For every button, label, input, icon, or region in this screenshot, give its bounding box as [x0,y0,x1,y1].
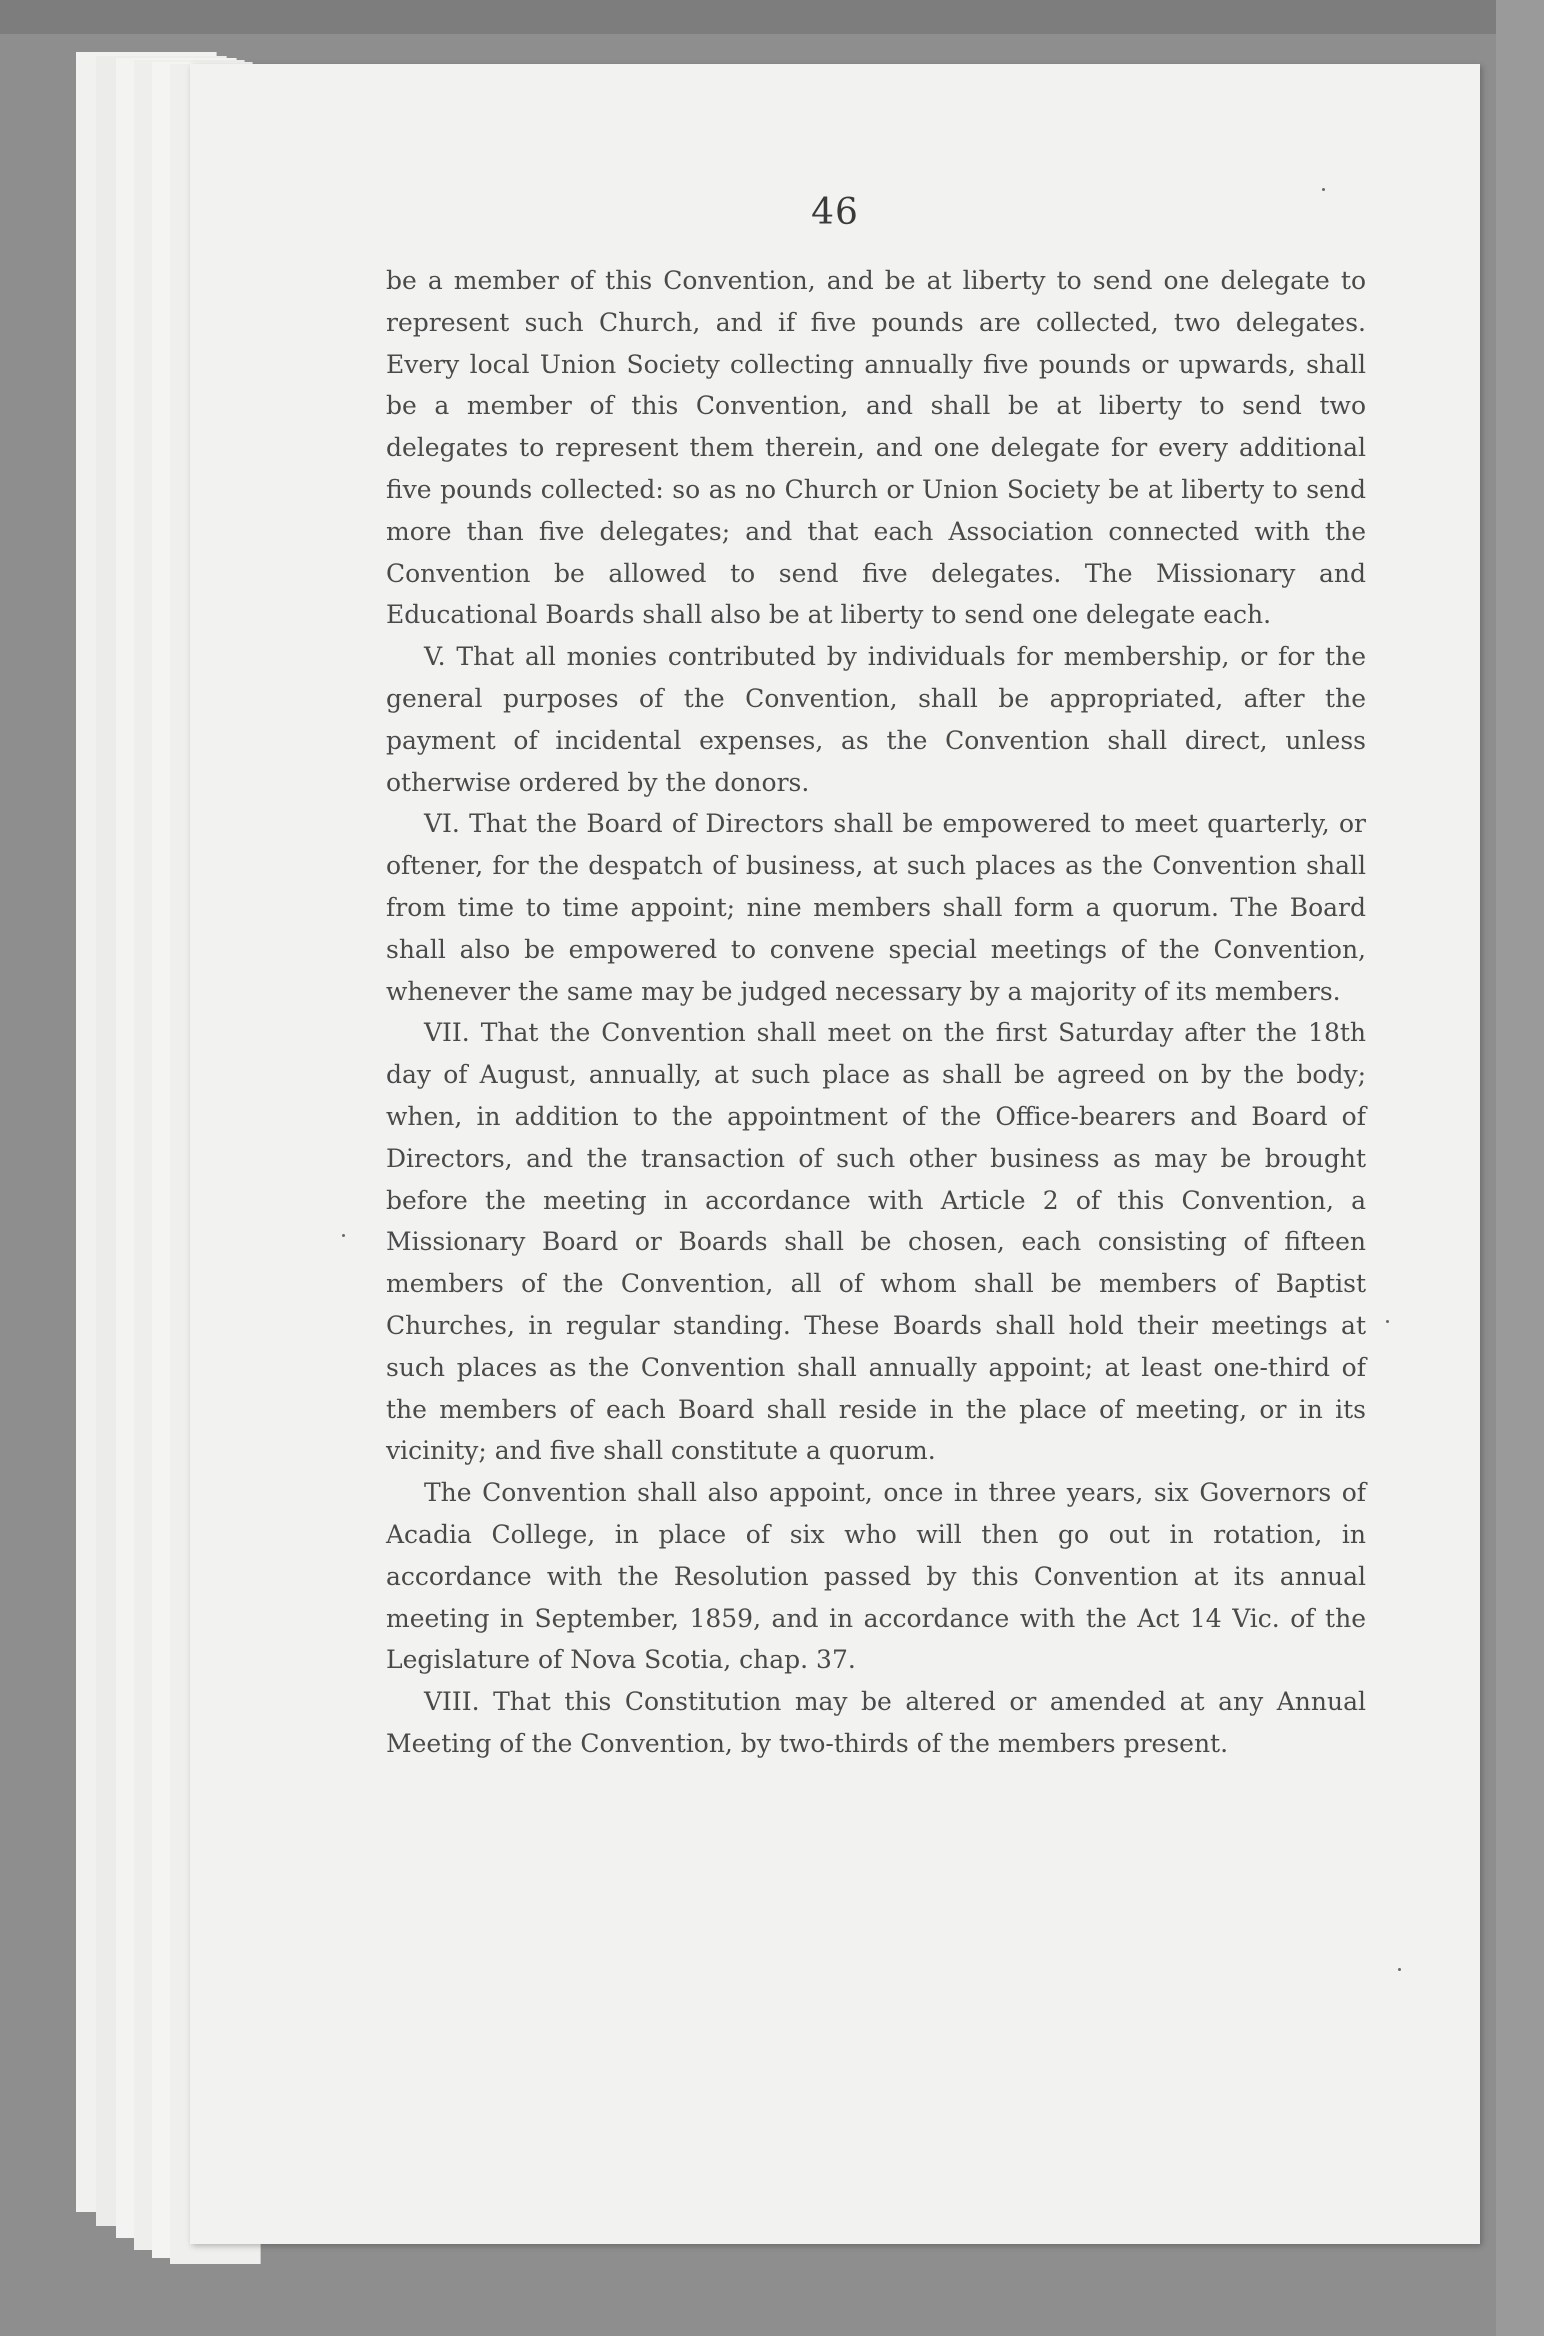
scan-speck [1322,188,1325,191]
paragraph-article-vi: VI. That the Board of Directors shall be empowered to meet quarterly, or oftener, for the despatch of business, at such places as the Convention shall from time to time appoint; nine members shall form a quorum. The Board shall also be empowered to convene special meetings of the Convention, whenever the same may be judged necessary by a majority of its members. [386,809,1366,1006]
paragraph-governors: The Convention shall also appoint, once in three years, six Governors of Acadia College, in place of six who will then go out in rotation, in accordance with the Resolution passed by this Convention at its annual meeting in September, 1859, and in accordance with the Act 14 Vic. of the Legislature of Nova Scotia, chap. 37. [386,1478,1366,1675]
body-text [386,260,1366,1765]
paragraph-article-viii: VIII. That this Constitution may be altered or amended at any Annual Meeting of the Convention, by two-thirds of the members present. [386,1687,1366,1758]
scan-top-border [0,0,1544,34]
paragraph-article-v: V. That all monies contributed by individuals for membership, or for the general purposes of the Convention, shall be appropriated, after the payment of incidental expenses, as the Convention shall direct, unless otherwise ordered by the donors. [386,642,1366,797]
scan-speck [342,1234,345,1237]
page-number: 46 [811,192,859,233]
paragraph-article-vii: VII. That the Convention shall meet on the first Saturday after the 18th day of August, annually, at such place as shall be agreed on by the body; when, in addition to the appointment of the Office-bearers and Board of Directors, and the transaction of such other business as may be brought before the meeting in accordance with Article 2 of this Convention, a Missionary Board or Boards shall be chosen, each consisting of fifteen members of the Convention, all of whom shall be members of Baptist Churches, in regular standing. These Boards shall hold their meetings at such places as the Convention shall annually appoint; at least one-third of the members of each Board shall reside in the place of meeting, or in its vicinity; and five shall constitute a quorum. [386,1018,1366,1466]
scan-speck [1386,1320,1389,1323]
document-page [190,64,1480,2244]
scan-right-border [1496,0,1544,2336]
scan-speck [1398,1968,1401,1971]
paragraph-continuation: be a member of this Convention, and be at liberty to send one delegate to represent such Church, and if five pounds are collected, two delegates. Every local Union Society collecting annually five pounds or upwards, shall be a member of this Convention, and shall be at liberty to send two delegates to represent them therein, and one delegate for every additional five pounds collected: so as no Church or Union Society be at liberty to send more than five delegates; and that each Association connected with the Convention be allowed to send five delegates. The Missionary and Educational Boards shall also be at liberty to send one delegate each. [386,266,1366,630]
